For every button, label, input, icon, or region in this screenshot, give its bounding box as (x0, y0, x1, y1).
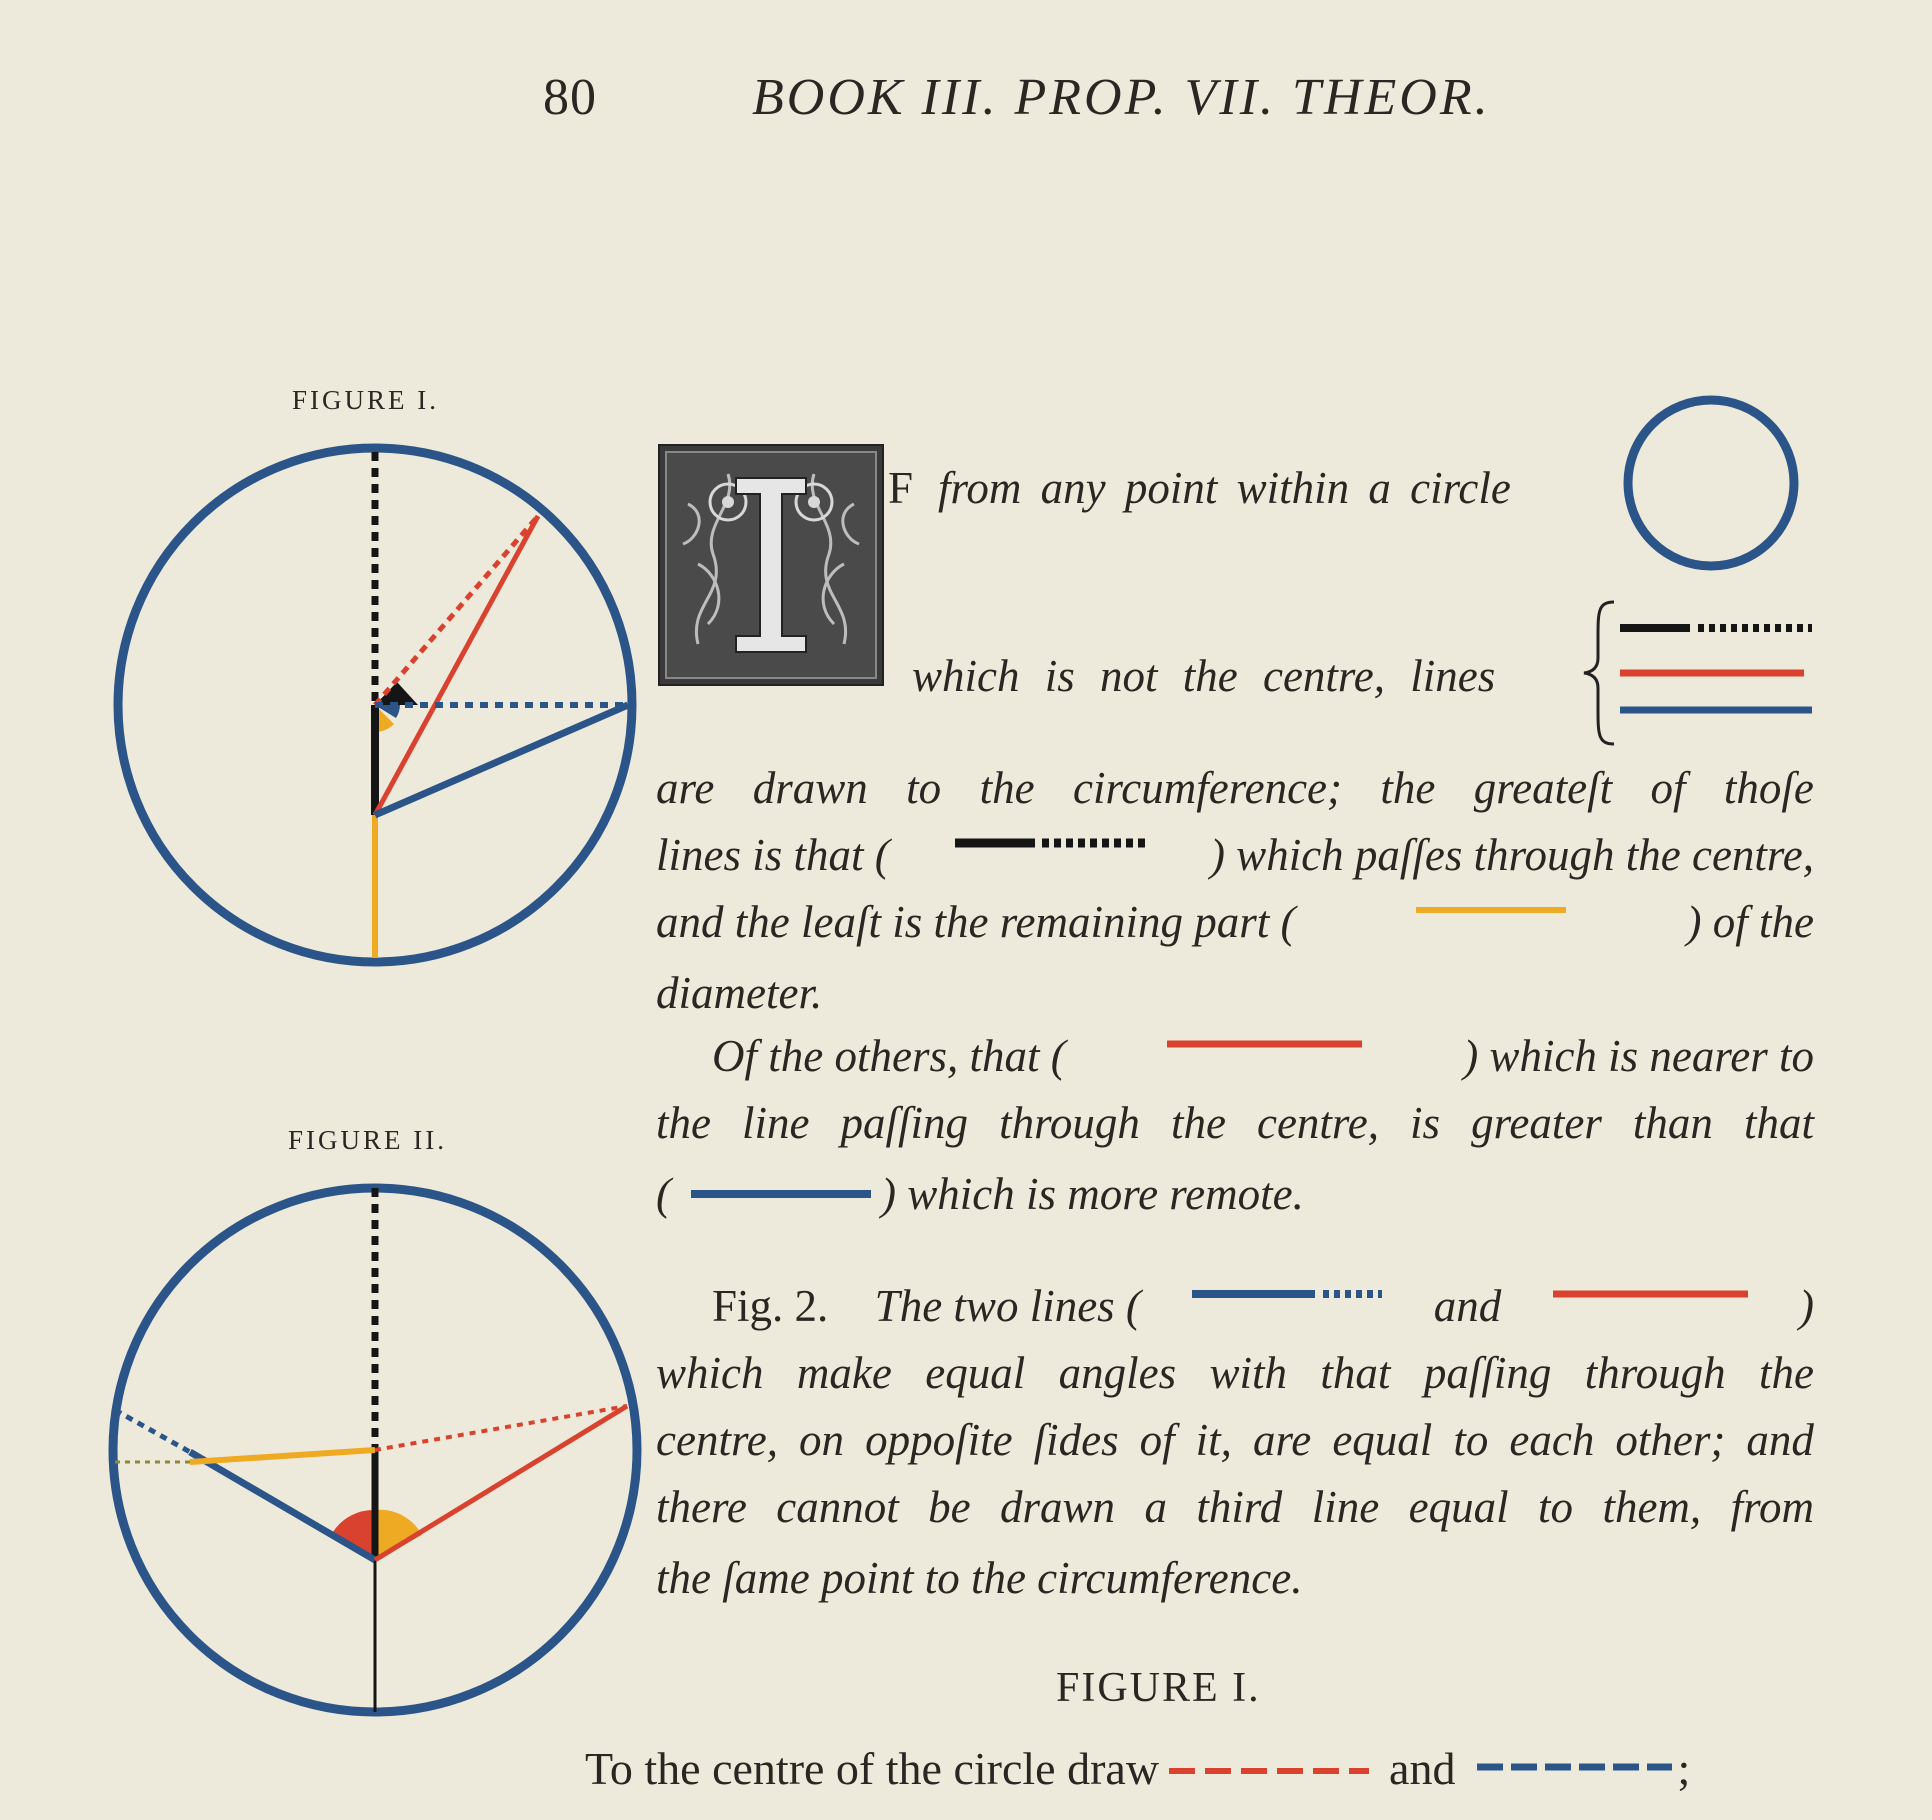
text-line-6: diameter. (656, 968, 823, 1018)
text-line-5: and the leaſt is the remaining part ( ) of the (656, 897, 1814, 947)
red-line-symbol (1162, 1034, 1367, 1054)
red-dashed-line-symbol (1169, 1759, 1379, 1779)
blue-line-symbol (671, 1184, 881, 1204)
text-line-10: Fig. 2. The two lines ( and ) (712, 1281, 1814, 1331)
text-line-8: the line paſſing through the centre, is greater than that (656, 1098, 1814, 1148)
text-line-4: lines is that ( ) which paſſes through the centre, (656, 830, 1814, 880)
figure-2-yellow-line (190, 1450, 375, 1462)
page-title: BOOK III. PROP. VII. THEOR. (752, 69, 1491, 126)
yellow-line-symbol (1411, 900, 1571, 920)
figure-2-caption: FIGURE II. (288, 1125, 447, 1155)
ornamental-drop-cap (658, 444, 884, 686)
red-line-symbol-2 (1548, 1284, 1753, 1304)
text-line-12: centre, on oppoſite ſides of it, are equal to each other; and (656, 1415, 1814, 1465)
figure-1-caption: FIGURE I. (292, 385, 439, 415)
blue-dashed-line-symbol (1477, 1759, 1677, 1779)
figure-heading: FIGURE I. (1056, 1665, 1261, 1711)
figure-2-red-line (375, 1406, 627, 1560)
text-line-2: which is not the centre, lines (912, 651, 1496, 701)
blue-dotted-line-symbol (1187, 1284, 1387, 1304)
text-line-15: To the centre of the circle draw and ; (585, 1743, 1691, 1794)
page-number: 80 (543, 69, 597, 126)
text-line-9: ( ) which is more remote. (656, 1169, 1304, 1219)
figure-2-diagram (0, 0, 700, 1800)
text-line-1: from any point within a circle (938, 463, 1511, 513)
text-line-3: are drawn to the circumference; the greateſt of thoſe (656, 763, 1814, 813)
figure-2-blue-line (190, 1452, 375, 1560)
text-line-14: the ſame point to the circumference. (656, 1553, 1303, 1603)
black-dotted-line-symbol (950, 833, 1150, 853)
text-line-7: Of the others, that ( ) which is nearer to (712, 1031, 1814, 1081)
circle-symbol (1618, 390, 1804, 576)
figure-2-blue-dotted (115, 1410, 190, 1452)
fig-2-label: Fig. 2. (712, 1281, 829, 1331)
drop-cap-continuation: F (888, 463, 914, 513)
lines-legend-brace (1580, 598, 1820, 748)
text-line-13: there cannot be drawn a third line equal to them, from (656, 1482, 1814, 1532)
text-line-11: which make equal angles with that paſſing through the (656, 1348, 1814, 1398)
